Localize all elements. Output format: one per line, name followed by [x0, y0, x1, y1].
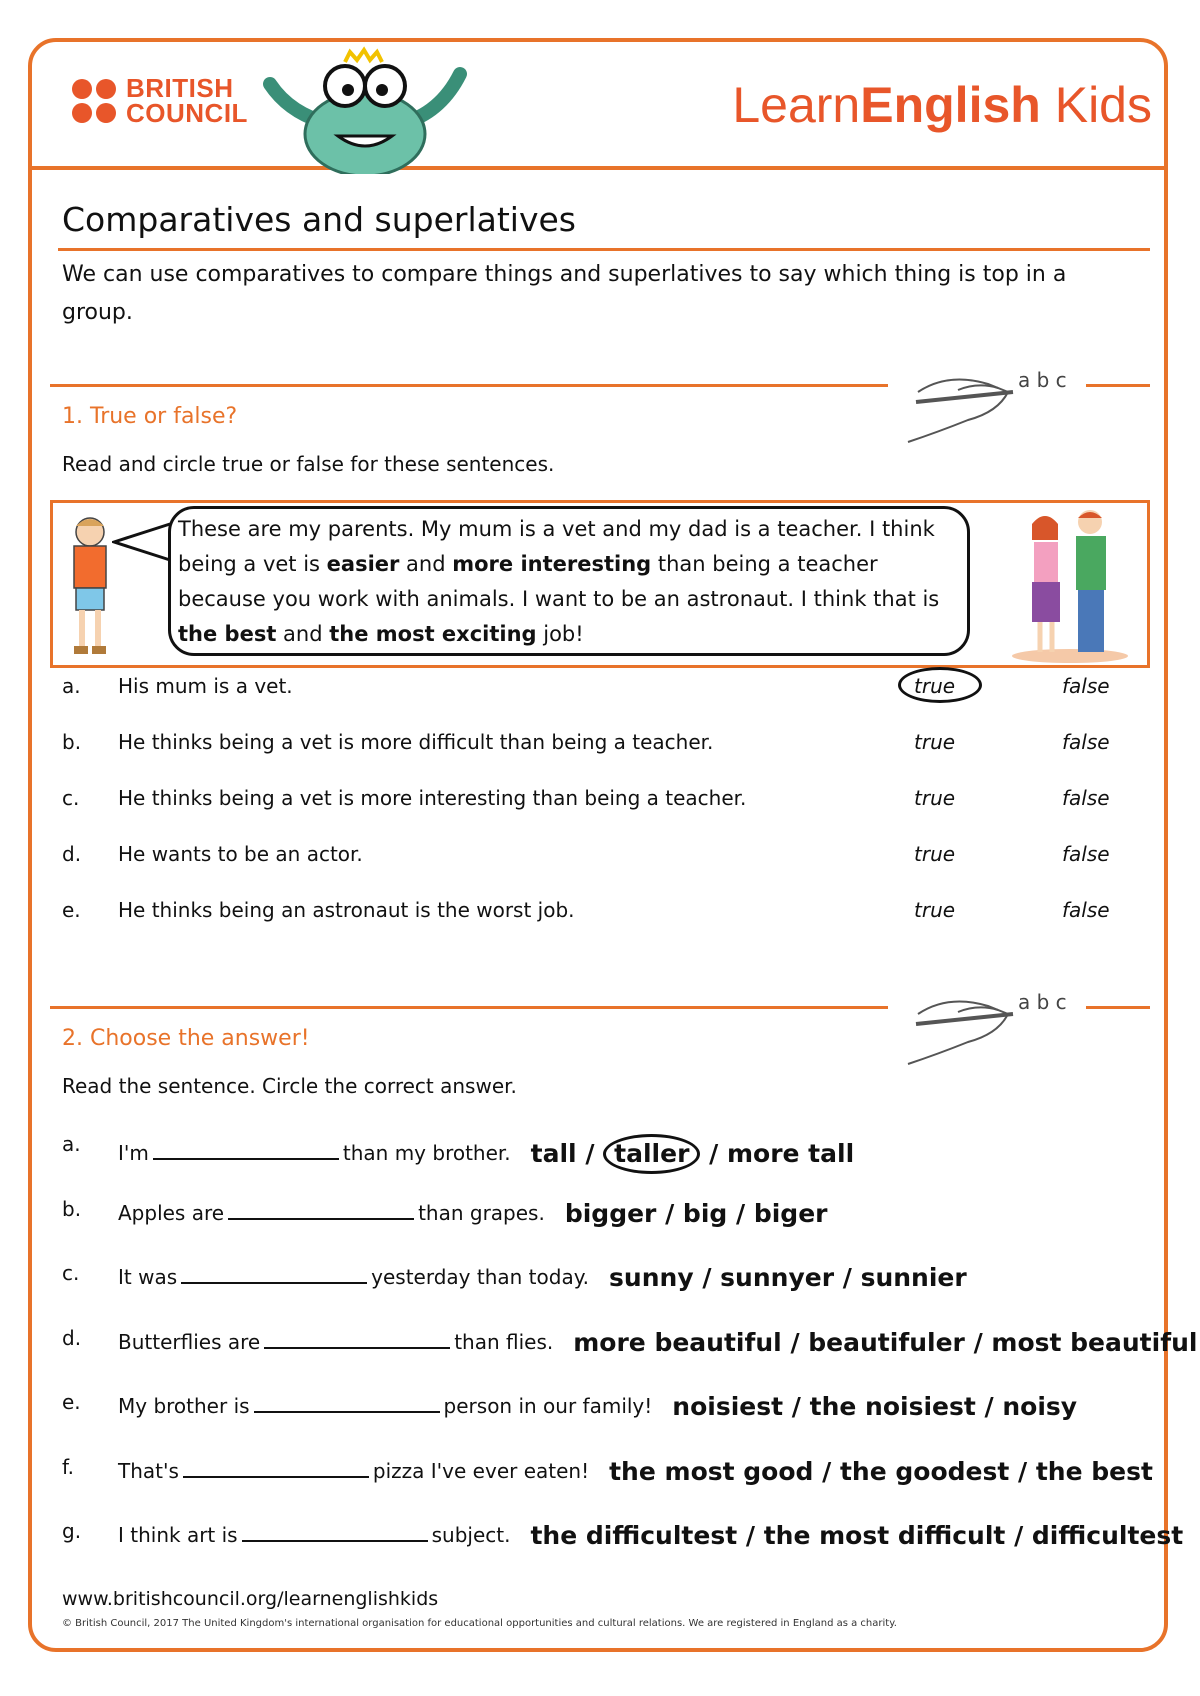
- choice-item: [62, 1380, 1162, 1424]
- answer-option[interactable]: sunnyer: [720, 1263, 835, 1292]
- sentence-end: person in our family!: [443, 1394, 653, 1418]
- choice-item-letter: c.: [62, 1261, 80, 1285]
- choice-item: [62, 1509, 1184, 1553]
- section1-divider-right: [1086, 384, 1150, 387]
- answer-option[interactable]: taller: [603, 1134, 700, 1174]
- false-option[interactable]: false: [1062, 730, 1110, 754]
- learnenglish-kids-logo: LearnEnglish Kids: [732, 77, 1152, 133]
- sentence-end: subject.: [431, 1523, 511, 1547]
- story-text: [178, 512, 958, 652]
- page-title: Comparatives and superlatives: [62, 200, 576, 239]
- story-highlight: easier: [326, 552, 400, 576]
- option-separator: /: [813, 1456, 840, 1486]
- answer-option[interactable]: more beautiful: [573, 1327, 782, 1357]
- tf-item-statement: He thinks being a vet is more difficult than being a teacher.: [118, 730, 714, 754]
- section1-instruction: Read and circle true or false for these sentences.: [62, 452, 555, 476]
- answer-option[interactable]: most beautiful: [991, 1327, 1198, 1357]
- answer-blank[interactable]: [242, 1522, 428, 1542]
- section2-divider-left: [50, 1006, 888, 1009]
- option-separator: /: [1009, 1456, 1036, 1486]
- answer-option[interactable]: bigger: [564, 1198, 657, 1228]
- tf-item: [62, 778, 1142, 818]
- choice-item: [62, 1251, 1162, 1295]
- tf-item-letter: b.: [62, 730, 82, 754]
- sentence-start: It was: [118, 1265, 178, 1289]
- answer-option[interactable]: the most good: [609, 1456, 814, 1486]
- answer-options: [531, 1139, 855, 1168]
- footer-copyright: © British Council, 2017 The United Kingdom's international organisation for educational opportunities and cultural relations. We are registered in England as a charity.: [62, 1618, 897, 1629]
- answer-option[interactable]: tall: [530, 1139, 577, 1168]
- choice-item-letter: g.: [62, 1519, 82, 1543]
- tf-item-letter: a.: [62, 674, 81, 698]
- sentence-end: pizza I've ever eaten!: [372, 1458, 590, 1483]
- sentence-start: Butterflies are: [118, 1329, 261, 1354]
- answer-option[interactable]: sunnier: [860, 1263, 967, 1292]
- intro-text: We can use comparatives to compare things and superlatives to say which thing is top in a group.: [62, 262, 1067, 325]
- tf-item-letter: d.: [62, 842, 82, 866]
- british-council-logo: [72, 73, 248, 128]
- choice-item-letter: e.: [62, 1390, 81, 1414]
- bubble-tail: [112, 520, 172, 570]
- story-highlight: the most exciting: [329, 622, 537, 646]
- answer-option[interactable]: more tall: [726, 1139, 855, 1168]
- option-separator: /: [1005, 1521, 1032, 1550]
- story-segment: and: [276, 622, 330, 646]
- false-option[interactable]: false: [1062, 786, 1110, 810]
- answer-blank[interactable]: [228, 1200, 414, 1220]
- option-separator: /: [576, 1139, 604, 1168]
- bc-logo-line1: BRITISH: [126, 73, 234, 103]
- answer-blank[interactable]: [153, 1140, 339, 1160]
- answer-option[interactable]: the noisiest: [809, 1392, 976, 1421]
- true-option[interactable]: true: [914, 730, 956, 754]
- story-highlight: more interesting: [452, 552, 652, 576]
- tf-item-statement: He wants to be an actor.: [118, 842, 363, 866]
- tf-item: [62, 890, 1142, 930]
- true-option[interactable]: true: [914, 786, 956, 810]
- answer-option[interactable]: the most difficult: [763, 1521, 1006, 1550]
- false-option[interactable]: false: [1062, 842, 1110, 866]
- option-separator: /: [783, 1392, 810, 1421]
- choice-sentence: [118, 1390, 1077, 1419]
- sentence-start: Apples are: [118, 1200, 225, 1225]
- bc-logo-line2: COUNCIL: [126, 98, 248, 128]
- option-separator: /: [656, 1198, 683, 1228]
- answer-option[interactable]: difficultest: [1031, 1521, 1184, 1550]
- true-option[interactable]: true: [914, 842, 956, 866]
- option-separator: /: [781, 1327, 809, 1357]
- answer-option[interactable]: beautifuler: [808, 1327, 965, 1357]
- choice-sentence: [118, 1455, 1153, 1484]
- choice-item-letter: d.: [62, 1325, 82, 1350]
- sentence-end: than grapes.: [418, 1200, 545, 1225]
- true-option[interactable]: true: [914, 898, 956, 922]
- option-separator: /: [834, 1263, 861, 1292]
- boy-illustration-icon: [60, 512, 120, 658]
- tf-item-statement: He thinks being an astronaut is the worst job.: [118, 898, 575, 922]
- answer-options: [573, 1328, 1197, 1357]
- choice-sentence: [118, 1197, 828, 1226]
- choice-item-letter: a.: [62, 1132, 81, 1156]
- story-segment: These are my parents. My mum is a vet and my dad is a teacher. I think being a vet is: [178, 517, 935, 576]
- story-segment: job!: [536, 622, 584, 646]
- answer-option[interactable]: the best: [1035, 1456, 1153, 1486]
- sentence-end: yesterday than today.: [371, 1265, 590, 1289]
- choice-sentence: [118, 1132, 854, 1172]
- story-segment: than being a teacher because you work with animals. I want to be an astronaut. I think that is: [178, 552, 940, 611]
- answer-blank[interactable]: [264, 1329, 450, 1349]
- option-separator: /: [975, 1392, 1003, 1421]
- choice-item: [62, 1445, 1162, 1489]
- choice-sentence: [118, 1326, 1197, 1355]
- monster-mascot-icon: [260, 44, 470, 174]
- answer-option[interactable]: the goodest: [839, 1456, 1010, 1486]
- answer-option[interactable]: the difficultest: [530, 1521, 738, 1550]
- story-highlight: the best: [178, 622, 277, 646]
- tf-item-letter: e.: [62, 898, 81, 922]
- hand-abc-label: a b c: [1018, 368, 1067, 392]
- sentence-start: That's: [118, 1458, 179, 1483]
- false-option[interactable]: false: [1062, 898, 1110, 922]
- tf-item: [62, 666, 1142, 706]
- choice-item: [62, 1187, 1162, 1231]
- british-council-dots-icon: [72, 79, 116, 123]
- false-option[interactable]: false: [1062, 674, 1110, 698]
- sentence-start: I'm: [118, 1141, 149, 1165]
- tf-item-statement: He thinks being a vet is more interesting than being a teacher.: [118, 786, 747, 810]
- answer-blank[interactable]: [181, 1264, 367, 1284]
- section2-instruction: Read the sentence. Circle the correct answer.: [62, 1074, 517, 1098]
- option-separator: /: [693, 1263, 721, 1292]
- section1-title: 1. True or false?: [62, 404, 238, 429]
- tf-item-statement: His mum is a vet.: [118, 674, 293, 698]
- parents-illustration-icon: [1010, 506, 1130, 664]
- title-divider: [58, 248, 1150, 251]
- sentence-end: than my brother.: [342, 1141, 511, 1165]
- hand-abc-label: a b c: [1018, 990, 1067, 1014]
- tf-item-letter: c.: [62, 786, 80, 810]
- choice-sentence: [118, 1519, 1183, 1548]
- answer-option[interactable]: big: [682, 1198, 728, 1228]
- answer-options: [530, 1521, 1183, 1550]
- answer-option[interactable]: noisy: [1002, 1392, 1078, 1421]
- story-segment: and: [399, 552, 453, 576]
- section2-divider-right: [1086, 1006, 1150, 1009]
- sentence-start: I think art is: [118, 1523, 238, 1547]
- tf-item: [62, 834, 1142, 874]
- true-option[interactable]: true: [914, 674, 956, 698]
- answer-options: [672, 1392, 1077, 1421]
- sentence-end: than flies.: [454, 1329, 554, 1354]
- option-separator: /: [727, 1198, 754, 1228]
- option-separator: /: [964, 1327, 992, 1357]
- answer-options: [565, 1199, 828, 1228]
- choice-item: [62, 1122, 1162, 1166]
- answer-option[interactable]: sunny: [609, 1263, 694, 1292]
- header-divider: [32, 166, 1166, 170]
- option-separator: /: [737, 1521, 764, 1550]
- sentence-start: My brother is: [118, 1394, 250, 1418]
- answer-options: [609, 1457, 1153, 1486]
- footer-url[interactable]: www.britishcouncil.org/learnenglishkids: [62, 1588, 439, 1610]
- answer-options: [609, 1263, 967, 1292]
- option-separator: /: [700, 1139, 727, 1168]
- choice-sentence: [118, 1261, 967, 1290]
- section2-title: 2. Choose the answer!: [62, 1026, 310, 1051]
- choice-item-letter: b.: [62, 1196, 82, 1221]
- answer-option[interactable]: biger: [753, 1198, 828, 1228]
- answer-blank[interactable]: [254, 1393, 440, 1413]
- tf-item: [62, 722, 1142, 762]
- answer-option[interactable]: noisiest: [672, 1392, 784, 1421]
- answer-blank[interactable]: [183, 1458, 369, 1478]
- section1-divider-left: [50, 384, 888, 387]
- choice-item-letter: f.: [62, 1454, 74, 1479]
- choice-item: [62, 1316, 1198, 1360]
